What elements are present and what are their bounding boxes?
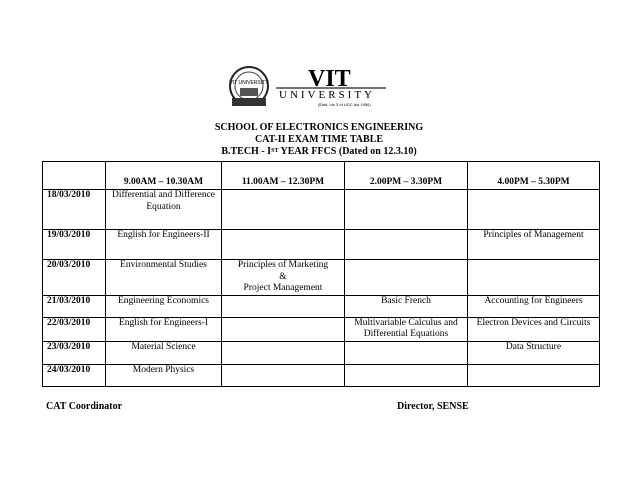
exam-subject: Modern Physics (106, 364, 222, 386)
logo-tagline: (Estd. u/s 3 of UGC Act 1956) (318, 102, 371, 107)
header-cell-slot: 11.00AM – 12.30PM (222, 162, 345, 190)
exam-subject: English for Engineers-II (106, 230, 222, 260)
exam-subject: Basic French (345, 295, 468, 317)
exam-timetable (42, 161, 600, 387)
vit-seal-icon (228, 64, 388, 110)
header-cell-slot: 4.00PM – 5.30PM (468, 162, 600, 190)
exam-date: 23/03/2010 (43, 341, 106, 364)
table-row (43, 295, 600, 317)
exam-subject: Differential and Difference Equation (106, 190, 222, 230)
exam-subject (222, 317, 345, 341)
exam-title: CAT-II EXAM TIME TABLE (254, 134, 384, 145)
program-suffix: YEAR FFCS (Dated on 12.3.10) (278, 146, 417, 157)
program-line (0, 146, 638, 158)
school-name: SCHOOL OF ELECTRONICS ENGINEERING (214, 122, 424, 133)
exam-subject: Data Structure (468, 341, 600, 364)
exam-date: 19/03/2010 (43, 230, 106, 260)
exam-subject: English for Engineers-I (106, 317, 222, 341)
program-ordinal: ST (271, 148, 279, 154)
exam-date: 24/03/2010 (43, 364, 106, 386)
exam-subject: Electron Devices and Circuits (468, 317, 600, 341)
exam-subject: Material Science (106, 341, 222, 364)
exam-subject (345, 230, 468, 260)
seal-text: VIT UNIVERSITY (229, 80, 269, 86)
logo-wordmark: VIT (308, 66, 351, 92)
exam-date: 18/03/2010 (43, 190, 106, 230)
exam-subject (222, 295, 345, 317)
table-row (43, 260, 600, 296)
exam-subject (345, 341, 468, 364)
header-cell-slot: 2.00PM – 3.30PM (345, 162, 468, 190)
exam-subject: Principles of Management (468, 230, 600, 260)
exam-subject (222, 341, 345, 364)
exam-subject (468, 190, 600, 230)
table-row (43, 230, 600, 260)
logo-subword: UNIVERSITY (279, 89, 375, 101)
timetable-header-row (43, 162, 600, 190)
cat-coordinator-signature: CAT Coordinator (46, 401, 123, 412)
table-row (43, 317, 600, 341)
exam-subject (345, 190, 468, 230)
exam-date: 22/03/2010 (43, 317, 106, 341)
header-cell-date (43, 162, 106, 190)
table-row (43, 341, 600, 364)
university-logo (228, 64, 388, 110)
header-cell-slot: 9.00AM – 10.30AM (106, 162, 222, 190)
table-row (43, 190, 600, 230)
exam-subject: Engineering Economics (106, 295, 222, 317)
table-row (43, 364, 600, 386)
program-prefix: B.TECH - I (221, 146, 272, 157)
exam-subject (222, 230, 345, 260)
exam-subject (345, 364, 468, 386)
exam-subject: Accounting for Engineers (468, 295, 600, 317)
exam-date: 20/03/2010 (43, 260, 106, 296)
director-signature: Director, SENSE (397, 401, 469, 412)
exam-subject (468, 364, 600, 386)
exam-subject: Multivariable Calculus and Differential Equations (345, 317, 468, 341)
exam-subject: Principles of Marketing & Project Management (222, 260, 345, 296)
exam-date: 21/03/2010 (43, 295, 106, 317)
exam-subject (222, 190, 345, 230)
exam-subject (222, 364, 345, 386)
exam-subject (345, 260, 468, 296)
exam-subject (468, 260, 600, 296)
exam-subject: Environmental Studies (106, 260, 222, 296)
